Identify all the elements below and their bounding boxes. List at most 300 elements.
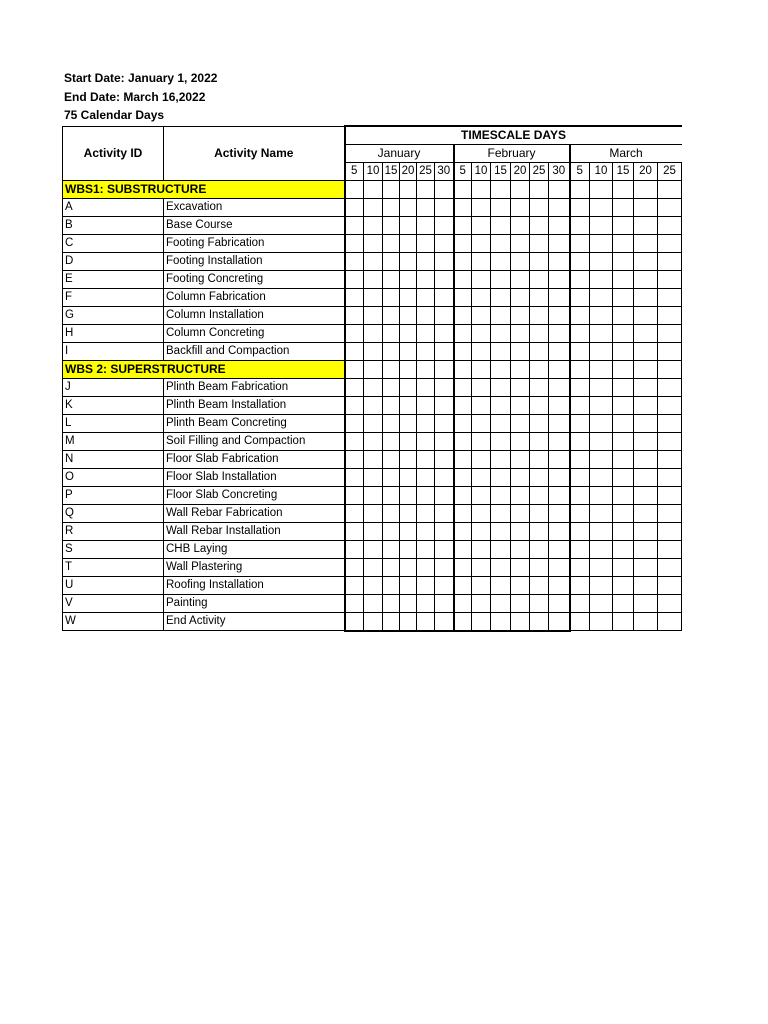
timescale-cell — [511, 307, 530, 325]
timescale-cell — [549, 487, 570, 505]
timescale-cell — [454, 613, 472, 631]
timescale-cell — [613, 415, 634, 433]
timescale-cell — [454, 253, 472, 271]
timescale-cell — [383, 199, 400, 217]
timescale-cell — [345, 577, 364, 595]
day-tick-header: 15 — [383, 163, 400, 181]
timescale-cell — [634, 505, 658, 523]
timescale-cell — [590, 307, 613, 325]
timescale-cell — [511, 559, 530, 577]
activity-row — [63, 415, 682, 433]
timescale-cell — [454, 433, 472, 451]
timescale-cell — [634, 487, 658, 505]
timescale-cell — [435, 613, 454, 631]
activity-name-cell: Roofing Installation — [164, 577, 345, 595]
timescale-cell — [530, 613, 549, 631]
activity-row — [63, 451, 682, 469]
timescale-cell — [549, 271, 570, 289]
timescale-cell — [530, 487, 549, 505]
timescale-cell — [364, 181, 383, 199]
timescale-cell — [417, 343, 435, 361]
timescale-cell — [383, 505, 400, 523]
timescale-cell — [549, 343, 570, 361]
timescale-cell — [364, 415, 383, 433]
timescale-cell — [658, 325, 682, 343]
timescale-cell — [435, 199, 454, 217]
timescale-cell — [570, 217, 590, 235]
timescale-cell — [454, 577, 472, 595]
timescale-cell — [364, 289, 383, 307]
timescale-cell — [383, 379, 400, 397]
timescale-cell — [530, 595, 549, 613]
activity-id-cell: E — [63, 271, 164, 289]
timescale-cell — [364, 271, 383, 289]
timescale-cell — [570, 523, 590, 541]
timescale-cell — [511, 361, 530, 379]
timescale-cell — [590, 217, 613, 235]
timescale-cell — [345, 541, 364, 559]
timescale-cell — [634, 595, 658, 613]
timescale-cell — [383, 253, 400, 271]
timescale-cell — [491, 235, 511, 253]
timescale-cell — [658, 451, 682, 469]
timescale-cell — [400, 307, 417, 325]
timescale-cell — [570, 379, 590, 397]
timescale-cell — [345, 505, 364, 523]
activity-row — [63, 487, 682, 505]
timescale-cell — [570, 253, 590, 271]
timescale-cell — [658, 487, 682, 505]
activity-name-cell: Footing Fabrication — [164, 235, 345, 253]
timescale-cell — [364, 253, 383, 271]
timescale-cell — [613, 343, 634, 361]
timescale-cell — [400, 397, 417, 415]
timescale-cell — [364, 595, 383, 613]
timescale-cell — [472, 253, 491, 271]
timescale-cell — [383, 451, 400, 469]
timescale-cell — [435, 559, 454, 577]
timescale-cell — [590, 271, 613, 289]
timescale-cell — [491, 343, 511, 361]
activity-id-cell: W — [63, 613, 164, 631]
timescale-cell — [549, 307, 570, 325]
timescale-cell — [364, 235, 383, 253]
timescale-cell — [634, 199, 658, 217]
timescale-cell — [364, 577, 383, 595]
timescale-cell — [613, 577, 634, 595]
timescale-cell — [549, 289, 570, 307]
activity-id-cell: H — [63, 325, 164, 343]
day-tick-header: 15 — [613, 163, 634, 181]
timescale-cell — [613, 613, 634, 631]
activity-row — [63, 541, 682, 559]
timescale-cell — [491, 487, 511, 505]
timescale-cell — [634, 325, 658, 343]
timescale-cell — [491, 379, 511, 397]
timescale-cell — [364, 379, 383, 397]
timescale-cell — [570, 235, 590, 253]
timescale-cell — [590, 523, 613, 541]
timescale-cell — [435, 469, 454, 487]
timescale-cell — [613, 595, 634, 613]
timescale-cell — [634, 217, 658, 235]
timescale-cell — [658, 181, 682, 199]
timescale-cell — [634, 289, 658, 307]
timescale-cell — [511, 181, 530, 199]
timescale-cell — [530, 559, 549, 577]
timescale-cell — [417, 307, 435, 325]
timescale-cell — [634, 397, 658, 415]
timescale-cell — [590, 487, 613, 505]
timescale-cell — [417, 415, 435, 433]
timescale-cell — [383, 271, 400, 289]
activity-id-cell: Q — [63, 505, 164, 523]
activity-name-cell: Painting — [164, 595, 345, 613]
timescale-cell — [634, 343, 658, 361]
timescale-cell — [417, 559, 435, 577]
timescale-cell — [454, 469, 472, 487]
timescale-cell — [454, 235, 472, 253]
timescale-cell — [530, 451, 549, 469]
timescale-cell — [345, 271, 364, 289]
activity-id-header: Activity ID — [63, 126, 164, 181]
activity-name-cell: Base Course — [164, 217, 345, 235]
timescale-cell — [417, 325, 435, 343]
timescale-cell — [345, 199, 364, 217]
timescale-cell — [364, 325, 383, 343]
timescale-cell — [400, 415, 417, 433]
timescale-cell — [345, 595, 364, 613]
timescale-cell — [570, 289, 590, 307]
activity-id-cell: P — [63, 487, 164, 505]
timescale-cell — [530, 379, 549, 397]
timescale-cell — [491, 199, 511, 217]
timescale-cell — [634, 361, 658, 379]
timescale-cell — [570, 595, 590, 613]
timescale-cell — [454, 217, 472, 235]
timescale-cell — [364, 541, 383, 559]
timescale-cell — [511, 613, 530, 631]
timescale-cell — [570, 361, 590, 379]
schedule-header — [64, 69, 217, 125]
timescale-cell — [383, 361, 400, 379]
timescale-cell — [590, 505, 613, 523]
timescale-cell — [511, 487, 530, 505]
timescale-cell — [417, 541, 435, 559]
timescale-cell — [530, 541, 549, 559]
timescale-cell — [613, 451, 634, 469]
timescale-cell — [383, 541, 400, 559]
start-date-label: Start Date: January 1, 2022 — [64, 71, 218, 85]
timescale-cell — [530, 433, 549, 451]
timescale-cell — [658, 613, 682, 631]
timescale-cell — [530, 181, 549, 199]
timescale-cell — [530, 235, 549, 253]
timescale-cell — [417, 199, 435, 217]
timescale-cell — [530, 217, 549, 235]
timescale-cell — [613, 379, 634, 397]
timescale-cell — [491, 307, 511, 325]
timescale-cell — [613, 397, 634, 415]
timescale-cell — [590, 343, 613, 361]
timescale-cell — [570, 307, 590, 325]
activity-row — [63, 577, 682, 595]
timescale-cell — [364, 505, 383, 523]
timescale-cell — [590, 289, 613, 307]
timescale-cell — [472, 415, 491, 433]
timescale-cell — [435, 379, 454, 397]
timescale-cell — [472, 217, 491, 235]
timescale-cell — [417, 433, 435, 451]
timescale-cell — [435, 271, 454, 289]
timescale-cell — [491, 469, 511, 487]
timescale-cell — [435, 451, 454, 469]
timescale-cell — [570, 613, 590, 631]
timescale-cell — [383, 577, 400, 595]
timescale-cell — [590, 595, 613, 613]
timescale-cell — [345, 235, 364, 253]
timescale-cell — [435, 181, 454, 199]
duration-label: 75 Calendar Days — [64, 108, 165, 122]
timescale-cell — [364, 469, 383, 487]
timescale-cell — [345, 217, 364, 235]
timescale-cell — [613, 469, 634, 487]
timescale-cell — [491, 181, 511, 199]
timescale-cell — [454, 343, 472, 361]
day-tick-header: 30 — [435, 163, 454, 181]
timescale-cell — [454, 289, 472, 307]
timescale-cell — [472, 451, 491, 469]
timescale-cell — [530, 289, 549, 307]
timescale-cell — [454, 559, 472, 577]
activity-id-cell: A — [63, 199, 164, 217]
timescale-cell — [530, 343, 549, 361]
timescale-cell — [491, 217, 511, 235]
activity-id-cell: F — [63, 289, 164, 307]
timescale-cell — [549, 559, 570, 577]
timescale-cell — [472, 181, 491, 199]
timescale-cell — [530, 271, 549, 289]
timescale-cell — [345, 523, 364, 541]
timescale-cell — [364, 523, 383, 541]
timescale-cell — [511, 541, 530, 559]
timescale-cell — [590, 433, 613, 451]
timescale-cell — [634, 235, 658, 253]
timescale-cell — [417, 235, 435, 253]
day-tick-header: 10 — [364, 163, 383, 181]
timescale-cell — [400, 541, 417, 559]
timescale-cell — [613, 199, 634, 217]
timescale-cell — [613, 325, 634, 343]
timescale-cell — [634, 469, 658, 487]
timescale-cell — [570, 433, 590, 451]
timescale-cell — [454, 595, 472, 613]
timescale-cell — [400, 595, 417, 613]
timescale-cell — [613, 307, 634, 325]
activity-row — [63, 343, 682, 361]
timescale-cell — [400, 379, 417, 397]
timescale-cell — [454, 199, 472, 217]
timescale-cell — [345, 361, 364, 379]
timescale-cell — [511, 271, 530, 289]
timescale-cell — [658, 397, 682, 415]
activity-id-cell: L — [63, 415, 164, 433]
timescale-cell — [400, 361, 417, 379]
timescale-cell — [364, 397, 383, 415]
timescale-cell — [658, 415, 682, 433]
timescale-cell — [400, 199, 417, 217]
activity-row — [63, 559, 682, 577]
timescale-cell — [491, 253, 511, 271]
activity-name-cell: Excavation — [164, 199, 345, 217]
timescale-cell — [435, 541, 454, 559]
timescale-cell — [590, 379, 613, 397]
timescale-cell — [383, 595, 400, 613]
timescale-cell — [530, 307, 549, 325]
timescale-cell — [530, 577, 549, 595]
timescale-cell — [472, 307, 491, 325]
timescale-cell — [549, 325, 570, 343]
timescale-cell — [491, 433, 511, 451]
timescale-cell — [549, 415, 570, 433]
activity-id-cell: D — [63, 253, 164, 271]
timescale-cell — [472, 613, 491, 631]
timescale-cell — [511, 469, 530, 487]
timescale-cell — [454, 271, 472, 289]
day-tick-header: 30 — [549, 163, 570, 181]
timescale-cell — [590, 397, 613, 415]
timescale-cell — [472, 325, 491, 343]
timescale-cell — [634, 559, 658, 577]
timescale-cell — [345, 397, 364, 415]
activity-id-cell: N — [63, 451, 164, 469]
timescale-cell — [472, 271, 491, 289]
timescale-cell — [634, 523, 658, 541]
timescale-cell — [658, 307, 682, 325]
activity-name-cell: Soil Filling and Compaction — [164, 433, 345, 451]
timescale-cell — [491, 397, 511, 415]
timescale-cell — [549, 379, 570, 397]
timescale-cell — [472, 469, 491, 487]
timescale-cell — [491, 289, 511, 307]
timescale-cell — [383, 307, 400, 325]
timescale-cell — [472, 487, 491, 505]
day-tick-header: 20 — [634, 163, 658, 181]
timescale-cell — [549, 577, 570, 595]
timescale-cell — [345, 307, 364, 325]
timescale-cell — [549, 361, 570, 379]
timescale-cell — [435, 487, 454, 505]
timescale-cell — [570, 505, 590, 523]
timescale-cell — [364, 343, 383, 361]
activity-id-cell: U — [63, 577, 164, 595]
timescale-cell — [511, 415, 530, 433]
timescale-cell — [613, 559, 634, 577]
timescale-cell — [364, 613, 383, 631]
activity-id-cell: B — [63, 217, 164, 235]
timescale-cell — [590, 541, 613, 559]
timescale-cell — [417, 289, 435, 307]
timescale-cell — [400, 181, 417, 199]
timescale-cell — [454, 541, 472, 559]
timescale-cell — [530, 325, 549, 343]
timescale-cell — [345, 433, 364, 451]
timescale-cell — [435, 253, 454, 271]
timescale-cell — [511, 523, 530, 541]
timescale-cell — [454, 325, 472, 343]
timescale-cell — [345, 253, 364, 271]
timescale-cell — [400, 559, 417, 577]
timescale-cell — [400, 217, 417, 235]
timescale-cell — [435, 217, 454, 235]
activity-row — [63, 433, 682, 451]
activity-row — [63, 253, 682, 271]
month-header: February — [454, 145, 570, 163]
timescale-cell — [417, 217, 435, 235]
timescale-cell — [435, 397, 454, 415]
timescale-cell — [613, 235, 634, 253]
timescale-cell — [570, 325, 590, 343]
timescale-cell — [435, 325, 454, 343]
activity-id-cell: V — [63, 595, 164, 613]
timescale-cell — [613, 271, 634, 289]
timescale-cell — [530, 523, 549, 541]
timescale-cell — [511, 379, 530, 397]
timescale-cell — [491, 361, 511, 379]
timescale-cell — [345, 379, 364, 397]
timescale-cell — [400, 487, 417, 505]
timescale-cell — [511, 505, 530, 523]
timescale-cell — [634, 253, 658, 271]
timescale-cell — [570, 559, 590, 577]
day-tick-header: 5 — [570, 163, 590, 181]
timescale-cell — [435, 577, 454, 595]
timescale-cell — [549, 595, 570, 613]
timescale-cell — [454, 397, 472, 415]
timescale-cell — [634, 181, 658, 199]
timescale-cell — [613, 289, 634, 307]
timescale-cell — [435, 343, 454, 361]
timescale-cell — [590, 325, 613, 343]
timescale-cell — [511, 235, 530, 253]
timescale-cell — [417, 397, 435, 415]
timescale-cell — [383, 523, 400, 541]
timescale-cell — [472, 559, 491, 577]
day-tick-header: 25 — [417, 163, 435, 181]
timescale-cell — [491, 577, 511, 595]
timescale-cell — [570, 451, 590, 469]
timescale-cell — [400, 613, 417, 631]
timescale-cell — [400, 289, 417, 307]
activity-name-cell: Wall Rebar Fabrication — [164, 505, 345, 523]
timescale-cell — [634, 613, 658, 631]
timescale-header: TIMESCALE DAYS — [345, 126, 682, 145]
timescale-cell — [590, 199, 613, 217]
timescale-cell — [400, 469, 417, 487]
day-tick-header: 20 — [400, 163, 417, 181]
timescale-cell — [658, 523, 682, 541]
timescale-cell — [491, 613, 511, 631]
timescale-cell — [511, 577, 530, 595]
activity-row — [63, 469, 682, 487]
timescale-cell — [549, 541, 570, 559]
activity-id-cell: K — [63, 397, 164, 415]
timescale-cell — [491, 541, 511, 559]
activity-row — [63, 613, 682, 631]
timescale-cell — [383, 613, 400, 631]
wbs-group-label: WBS1: SUBSTRUCTURE — [63, 181, 345, 199]
timescale-cell — [570, 343, 590, 361]
